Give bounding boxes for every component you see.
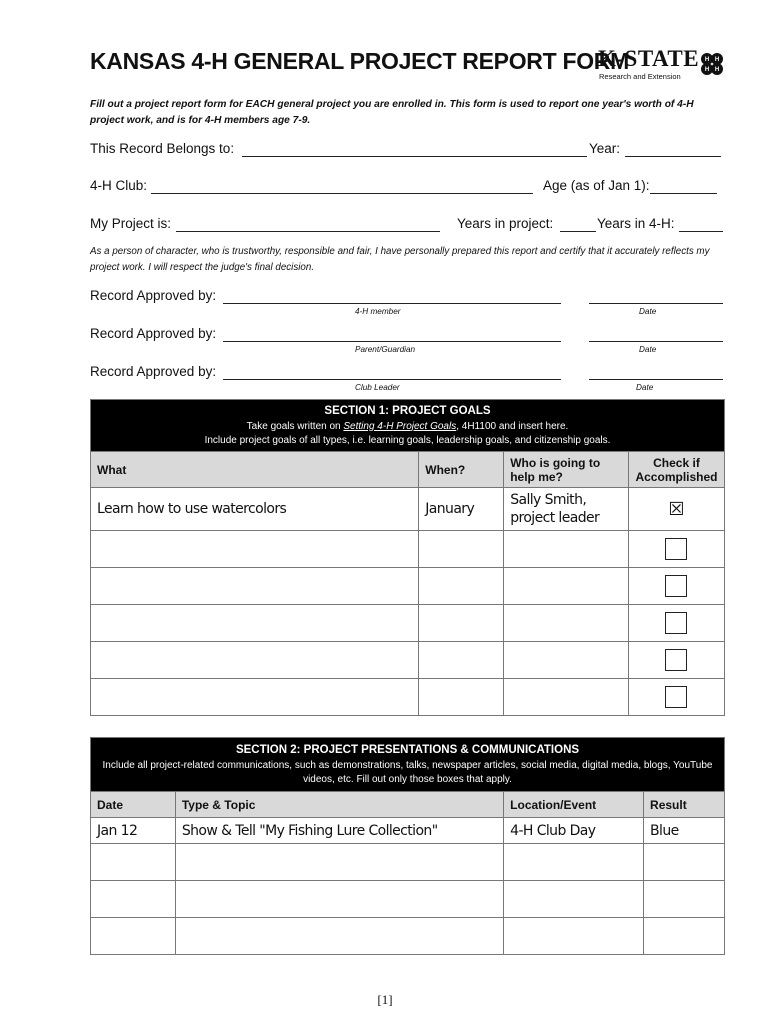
section1-header [91, 400, 725, 452]
goal-check-cell[interactable]: ☒ [628, 488, 724, 531]
signature-caption: Club Leader [355, 383, 400, 392]
goal-who-cell[interactable] [504, 679, 629, 716]
goal-who-cell[interactable] [504, 568, 629, 605]
goal-check-cell [628, 568, 724, 605]
presentation-topic-cell[interactable] [175, 918, 503, 955]
pledge-statement: As a person of character, who is trustworthy, responsible and fair, I have personally prepared this report and certify that it accurately reflects my project work. I will respect the judge's final decision. [90, 246, 710, 273]
record-belongs-label: This Record Belongs to: [90, 141, 235, 156]
project-field[interactable] [176, 231, 440, 232]
club-field[interactable] [151, 193, 533, 194]
age-label: Age (as of Jan 1): [543, 178, 650, 193]
goal-when-cell[interactable] [419, 679, 504, 716]
table-row [91, 918, 725, 955]
presentation-location-cell[interactable] [504, 918, 644, 955]
presentation-date-cell[interactable] [91, 881, 176, 918]
logo-subtitle: Research and Extension [599, 72, 681, 81]
section1-line1-pre: Take goals written on [246, 420, 344, 432]
col-header-date: Date [91, 792, 176, 818]
presentation-location-cell[interactable] [504, 844, 644, 881]
presentation-result-cell[interactable]: Blue [644, 818, 725, 844]
presentation-result-cell[interactable] [644, 918, 725, 955]
goal-what-cell[interactable]: Learn how to use watercolors [91, 488, 419, 531]
project-label: My Project is: [90, 216, 172, 231]
parent-signature-field[interactable] [223, 341, 561, 342]
year-field[interactable] [625, 156, 721, 157]
years-in-4h-label: Years in 4-H: [597, 216, 675, 231]
date-caption: Date [636, 383, 654, 392]
goal-what-cell[interactable] [91, 605, 419, 642]
col-header-who: Who is going to help me? [504, 452, 629, 488]
accomplished-checkbox[interactable] [665, 612, 687, 634]
table-row [91, 844, 725, 881]
table-row [91, 818, 725, 844]
leader-signature-field[interactable] [223, 379, 561, 380]
leader-date-field[interactable] [589, 379, 723, 380]
project-goals-table [90, 399, 725, 716]
goal-who-cell[interactable] [504, 531, 629, 568]
date-caption: Date [639, 345, 657, 354]
date-caption: Date [639, 307, 657, 316]
accomplished-checkbox[interactable] [665, 686, 687, 708]
intro-instructions: Fill out a project report form for EACH general project you are enrolled in. This form is used to report one year's worth of 4-H project work, and is for 4-H members age 7-9. [90, 99, 694, 126]
presentation-date-cell[interactable]: Jan 12 [91, 818, 176, 844]
form-title: KANSAS 4-H GENERAL PROJECT REPORT FORM [90, 48, 629, 74]
section2-title: SECTION 2: PROJECT PRESENTATIONS & COMMUNICATIONS [235, 743, 580, 756]
parent-date-field[interactable] [589, 341, 723, 342]
presentation-result-cell[interactable] [644, 881, 725, 918]
section1-line1 [97, 420, 718, 434]
col-header-location: Location/Event [504, 792, 644, 818]
table-row [91, 679, 725, 716]
age-field[interactable] [650, 193, 717, 194]
section2-instructions: Include all project-related communications, such as demonstrations, talks, newspaper articles, social media, digital media, blogs, YouTube videos, etc. Fill out only those boxes that apply. [102, 759, 713, 785]
signature-caption: 4-H member [355, 307, 401, 316]
approval-label: Record Approved by: [90, 326, 217, 341]
goal-when-cell[interactable] [419, 605, 504, 642]
goal-check-cell [628, 679, 724, 716]
accomplished-checkbox[interactable] [665, 538, 687, 560]
goal-when-cell[interactable] [419, 642, 504, 679]
section2-header [91, 738, 725, 792]
goals-guide-link[interactable]: Setting 4-H Project Goals [343, 420, 457, 432]
presentation-date-cell[interactable] [91, 844, 176, 881]
approval-label: Record Approved by: [90, 288, 217, 303]
col-header-when: When? [419, 452, 504, 488]
goal-who-cell[interactable]: Sally Smith, project leader [504, 488, 629, 531]
table-row [91, 488, 725, 531]
approval-label: Record Approved by: [90, 364, 217, 379]
presentation-result-cell[interactable] [644, 844, 725, 881]
goal-what-cell[interactable] [91, 531, 419, 568]
presentation-location-cell[interactable] [504, 881, 644, 918]
table-row [91, 568, 725, 605]
table-row [91, 531, 725, 568]
goal-check-cell [628, 531, 724, 568]
goal-what-cell[interactable] [91, 679, 419, 716]
col-header-type-topic: Type & Topic [175, 792, 503, 818]
col-header-check: Check if Accomplished [628, 452, 724, 488]
presentations-table [90, 737, 725, 955]
table-row [91, 881, 725, 918]
page-number: [1] [377, 992, 393, 1007]
year-label: Year: [589, 141, 621, 156]
years-in-project-label: Years in project: [457, 216, 554, 231]
presentation-topic-cell[interactable]: Show & Tell "My Fishing Lure Collection" [175, 818, 503, 844]
signature-caption: Parent/Guardian [355, 345, 416, 354]
col-header-what: What [91, 452, 419, 488]
svg-text:H: H [704, 67, 710, 73]
goal-what-cell[interactable] [91, 568, 419, 605]
goal-what-cell[interactable] [91, 642, 419, 679]
goal-check-cell [628, 605, 724, 642]
accomplished-checkbox[interactable] [665, 575, 687, 597]
accomplished-checkbox[interactable] [665, 649, 687, 671]
presentation-location-cell[interactable]: 4-H Club Day [504, 818, 644, 844]
goal-when-cell[interactable] [419, 531, 504, 568]
goal-when-cell[interactable] [419, 568, 504, 605]
years-in-project-field[interactable] [560, 231, 596, 232]
logo-wordmark: K-STATE [598, 46, 700, 71]
club-label: 4-H Club: [90, 178, 148, 193]
section1-title: SECTION 1: PROJECT GOALS [324, 404, 491, 417]
years-in-4h-field[interactable] [679, 231, 723, 232]
member-date-field[interactable] [589, 303, 723, 304]
table-row [91, 605, 725, 642]
section1-line2: Include project goals of all types, i.e. learning goals, leadership goals, and citizenship goals. [204, 434, 611, 446]
col-header-result: Result [644, 792, 725, 818]
presentation-topic-cell[interactable] [175, 881, 503, 918]
section1-line1-post: , 4H1100 and insert here. [456, 420, 569, 432]
presentation-topic-cell[interactable] [175, 844, 503, 881]
record-owner-field[interactable] [242, 156, 587, 157]
four-leaf-clover-icon [698, 50, 726, 78]
goal-who-cell[interactable] [504, 605, 629, 642]
svg-text:H: H [704, 57, 710, 63]
kstate-logo [598, 46, 728, 84]
goal-who-cell[interactable] [504, 642, 629, 679]
goal-check-cell [628, 642, 724, 679]
member-signature-field[interactable] [223, 303, 561, 304]
goal-when-cell[interactable]: January [419, 488, 504, 531]
presentation-date-cell[interactable] [91, 918, 176, 955]
table-row [91, 642, 725, 679]
svg-text:H: H [714, 67, 720, 73]
svg-text:H: H [714, 57, 720, 63]
